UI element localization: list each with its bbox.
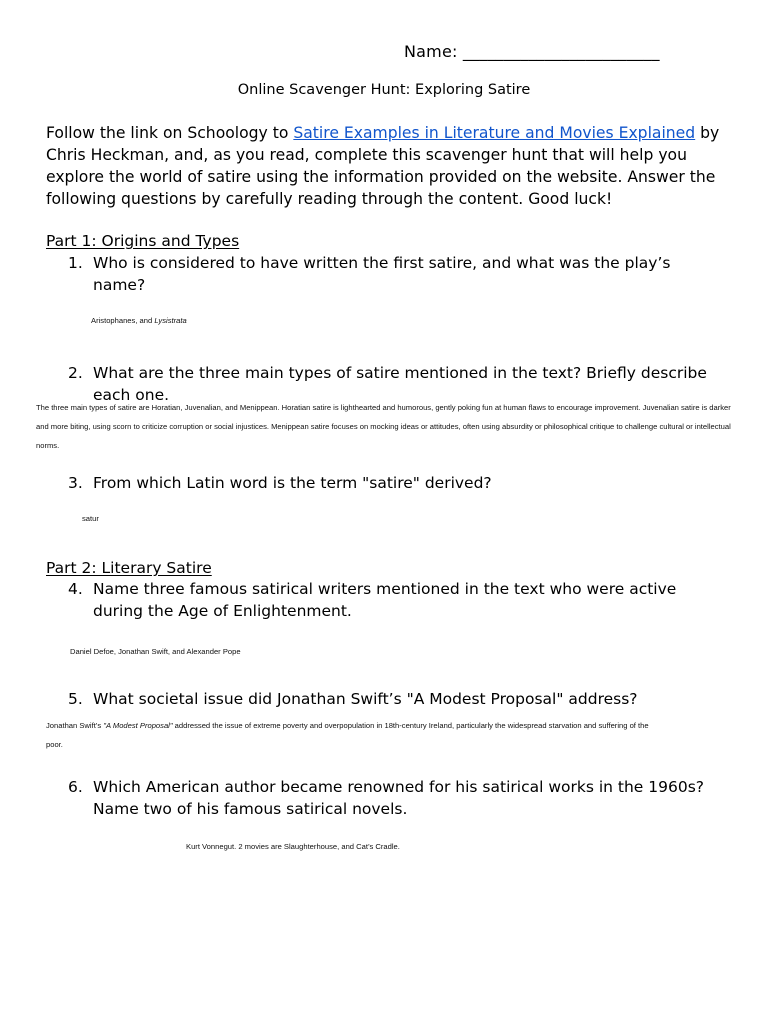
answer-text: addressed the issue of extreme poverty and overpopulation in 18th-century Ireland, particularly the widespread starvation and suffering of the poor. <box>46 721 649 749</box>
answer-1 <box>91 311 187 330</box>
answer-5 <box>46 716 656 754</box>
question-text: What societal issue did Jonathan Swift’s "A Modest Proposal" address? <box>93 690 638 708</box>
question-text: Who is considered to have written the first satire, and what was the play’s name? <box>93 254 671 294</box>
page-title: Online Scavenger Hunt: Exploring Satire <box>237 82 531 98</box>
question-3 <box>68 472 708 494</box>
intro-text-before-link: Follow the link on Schoology to <box>46 124 294 142</box>
name-field-label: Name: ________________________ <box>404 42 660 61</box>
answer-text: Jonathan Swift’s <box>46 721 104 730</box>
question-1 <box>68 252 708 296</box>
question-5 <box>68 688 708 710</box>
intro-text-after-link: by Chris Heckman, and, as you read, complete this scavenger hunt that will help you explore the world of satire using the information provided on the website. Answer the following questions by carefully reading through the content. Good luck! <box>46 124 720 208</box>
answer-6: Kurt Vonnegut. 2 movies are Slaughterhouse, and Cat’s Cradle. <box>186 842 400 851</box>
answer-3: satur <box>82 514 99 523</box>
part2-heading: Part 2: Literary Satire <box>46 559 212 577</box>
answer-play-title: Lysistrata <box>154 316 187 325</box>
intro-paragraph <box>46 122 726 210</box>
question-4 <box>68 578 708 622</box>
answer-work-title: "A Modest Proposal" <box>103 721 173 730</box>
question-text: From which Latin word is the term "satire" derived? <box>93 474 492 492</box>
answer-4: Daniel Defoe, Jonathan Swift, and Alexander Pope <box>70 647 241 656</box>
question-text: Which American author became renowned for his satirical works in the 1960s? Name two of his famous satirical novels. <box>93 778 705 818</box>
answer-2: The three main types of satire are Horatian, Juvenalian, and Menippean. Horatian satire is lighthearted and humorous, gently poking fun at human flaws to encourage improvement. Juvenalian satire is darker and more biting, using scorn to criticize corruption or social injustices. Menippean satire focuses on mocking ideas or attitudes, often using absurdity or philosophical critique to challenge cultural or intellectual norms. <box>36 403 731 450</box>
question-number: 6. <box>68 778 83 796</box>
question-number: 5. <box>68 690 83 708</box>
satire-examples-link[interactable]: Satire Examples in Literature and Movies Explained <box>293 124 696 142</box>
part1-heading: Part 1: Origins and Types <box>46 232 240 250</box>
question-number: 1. <box>68 254 83 272</box>
question-number: 3. <box>68 474 83 492</box>
question-text: Name three famous satirical writers mentioned in the text who were active during the Age of Enlightenment. <box>93 580 677 620</box>
question-6 <box>68 776 708 820</box>
question-number: 4. <box>68 580 83 598</box>
question-number: 2. <box>68 364 83 382</box>
answer-text: Aristophanes, and <box>91 316 155 325</box>
question-text: What are the three main types of satire mentioned in the text? Briefly describe each one. <box>93 364 707 404</box>
